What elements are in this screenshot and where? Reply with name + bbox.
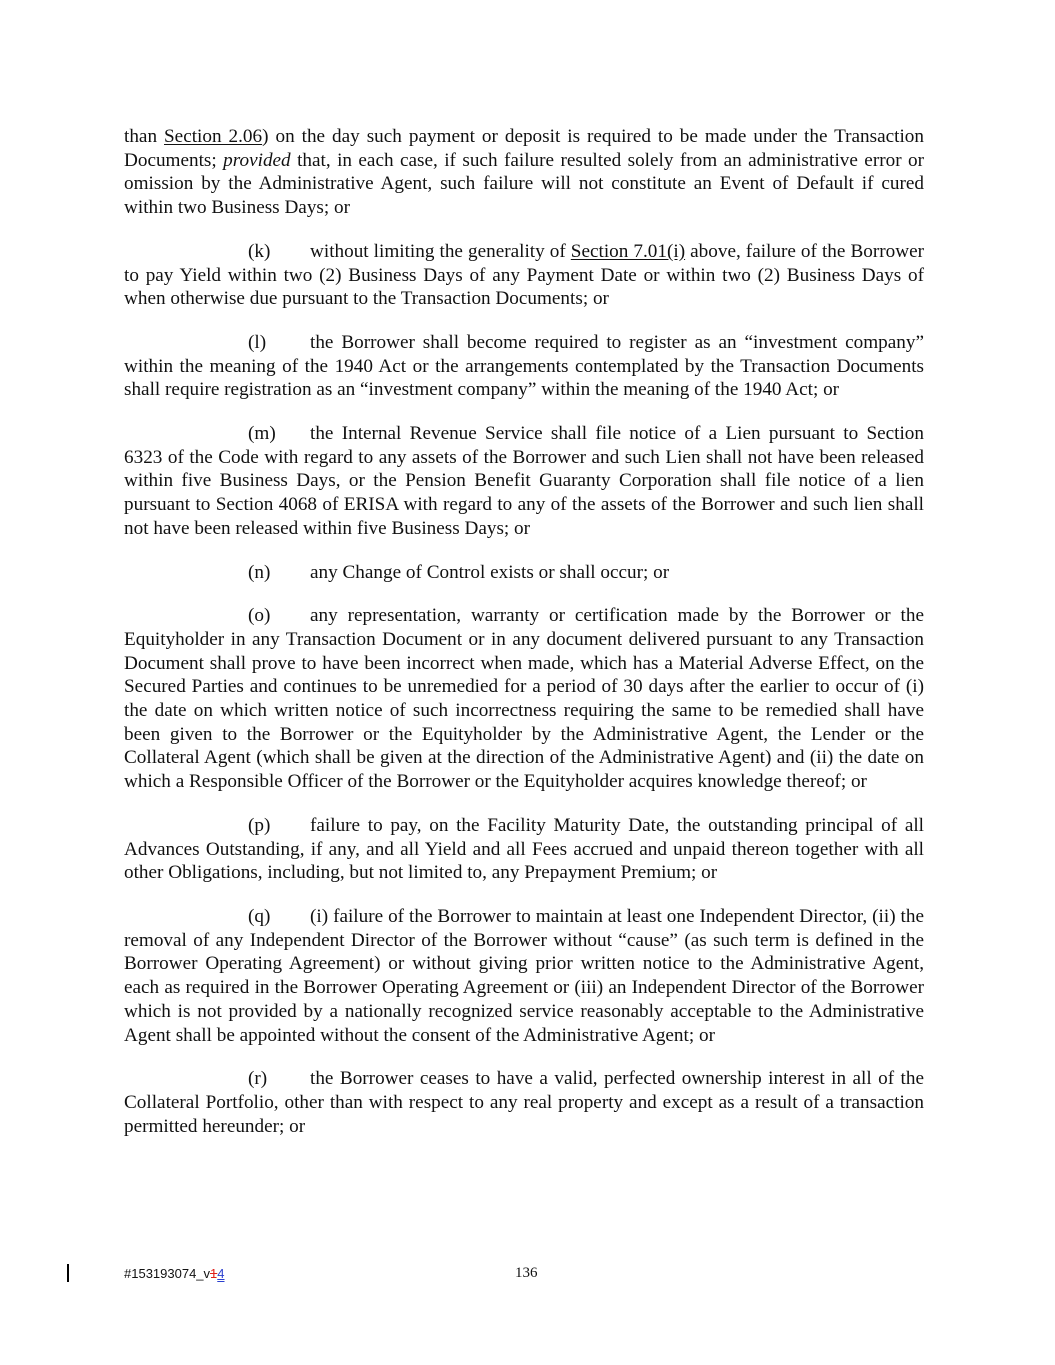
paragraph-n: [124, 561, 924, 585]
text-segment: any representation, warranty or certification made by the Borrower or the Equityholder in any Transaction Document or in any document delivered pursuant to any Transaction Document shall prove to have been incorrect when made, which has a Material Adverse Effect, on the Secured Parties and continues to be unremedied for a period of 30 days after the earlier to occur of (i) the date on which written notice of such incorrectness requiring the same to be remedied shall have been given to the Borrower or the Equityholder by the Administrative Agent, the Lender or the Collateral Agent (which shall be given at the direction of the Administrative Agent) and (ii) the date on which a Responsible Officer of the Borrower or the Equityholder acquires knowledge thereof; or: [124, 605, 924, 793]
clause-label: (l): [248, 331, 267, 353]
text-segment: failure to pay, on the Facility Maturity Date, the outstanding principal of all Advances Outstanding, if any, and all Yield and all Fees accrued and unpaid thereon together with all other Obligations, including, but not limited to, any Prepayment Premium; or: [124, 814, 924, 884]
text-segment: ) on the day such payment or deposit is required to be made under the Transaction Documents;: [124, 126, 924, 171]
clause-label: (p): [248, 814, 271, 836]
paragraph-l: [124, 331, 924, 402]
paragraph-m: [124, 422, 924, 541]
section-reference-link: Section 7.01(i): [570, 240, 686, 262]
clause-label: (n): [248, 561, 271, 583]
text-segment: without limiting the generality of: [310, 240, 571, 262]
text-segment: above, failure of the Borrower to pay Yield within two (2) Business Days of any Payment Date or within two (2) Business Days of when otherwise due pursuant to the Transaction Documents; or: [124, 240, 924, 310]
text-segment: the Borrower ceases to have a valid, perfected ownership interest in all of the Collateral Portfolio, other than with respect to any real property and except as a result of a transaction permitted hereunder; or: [124, 1068, 924, 1137]
text-segment: (i) failure of the Borrower to maintain at least one Independent Director, (ii) the removal of any Independent Director of the Borrower without “cause” (as such term is defined in the Borrower Operating Agreement) or without giving prior written notice to the Administrative Agent, each as required in the Borrower Operating Agreement or (iii) an Independent Director of the Borrower which is not provided by a nationally recognized service reasonably acceptable to the Administrative Agent shall be appointed without the consent of the Administrative Agent; or: [124, 905, 924, 1046]
paragraph-k: [124, 240, 924, 311]
clause-label: (q): [248, 905, 271, 927]
document-page: [124, 125, 924, 1158]
clause-label: (k): [248, 240, 271, 262]
revision-change-bar: [67, 1264, 69, 1282]
text-segment: than: [124, 126, 165, 147]
clause-label: (m): [248, 423, 276, 445]
page-number: 136: [515, 1265, 538, 1281]
clause-label: (r): [248, 1068, 268, 1090]
paragraph-j-continuation: [124, 125, 924, 220]
text-segment: the Internal Revenue Service shall file notice of a Lien pursuant to Section 6323 of the Code with regard to any assets of the Borrower and such Lien shall not have been released within five Business Days, or the Pension Benefit Guaranty Corporation shall file notice of a lien pursuant to Section 4068 of ERISA with regard to any of the assets of the Borrower and such lien shall not have been released within five Business Days; or: [124, 423, 924, 539]
document-id-deleted-version: 1: [210, 1266, 218, 1281]
text-segment: the Borrower shall become required to register as an “investment company” within the meaning of the 1940 Act or the arrangements contemplated by the Transaction Documents shall require registration as an “investment company” within the meaning of the 1940 Act; or: [124, 331, 924, 401]
section-reference-link: Section 2.06: [164, 126, 263, 147]
paragraph-o: [124, 604, 924, 794]
document-id: [124, 1266, 225, 1281]
document-id-prefix: #153193074_v: [124, 1266, 211, 1281]
text-segment: that, in each case, if such failure resulted solely from an administrative error or omission by the Administrative Agent, such failure will not constitute an Event of Default if cured within two Business Days; or: [124, 149, 924, 219]
clause-label: (o): [248, 605, 271, 627]
text-segment: any Change of Control exists or shall occur; or: [310, 561, 670, 583]
italic-term: provided: [223, 149, 291, 171]
paragraph-p: [124, 814, 924, 885]
document-id-inserted-version: 4: [217, 1266, 225, 1281]
paragraph-r: [124, 1067, 924, 1138]
paragraph-q: [124, 905, 924, 1047]
